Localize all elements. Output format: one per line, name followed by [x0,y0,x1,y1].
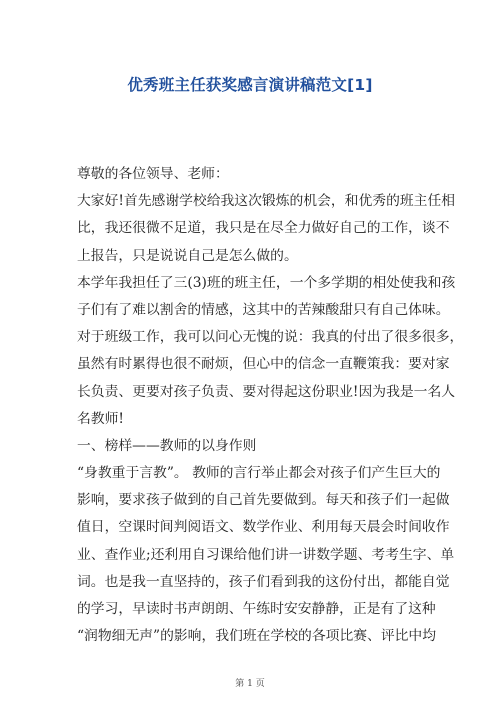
text-line: 本学年我担任了三(3)班的班主任，一个多学期的相处使我和孩 [77,274,456,291]
text-line: 尊敬的各位领导、老师： [77,166,229,182]
text-line: 子们有了难以割舍的情感，这其中的苦辣酸甜只有自己体味。 [77,301,450,318]
section-heading: 一、榜样——教师的以身作则 [77,437,257,454]
text-line: 大家好!首先感谢学校给我这次锻炼的机会，和优秀的班主任相 [77,193,456,210]
document-title: 优秀班主任获奖感言演讲稿范文[1] [127,76,373,94]
text-line: “润物细无声”的影响，我们班在学校的各项比赛、评比中均 [77,628,437,645]
text-line: 上报告，只是说说自己是怎么做的。 [77,247,298,264]
text-line: 长负责、更要对孩子负责、要对得起这份职业!因为我是一名人 [77,383,456,400]
text-line: “身教重于言教”。 教师的言行举止都会对孩子们产生巨大的 [77,465,441,482]
text-line: 业、查作业;还利用自习课给他们讲一讲数学题、考考生字、单 [77,546,455,563]
text-line: 虽然有时累得也很不耐烦，但心中的信念一直鞭策我：要对家 [77,356,450,373]
text-line: 值日，空课时间判阅语文、数学作业、利用每天晨会时间收作 [77,519,450,536]
text-line: 词。也是我一直坚持的，孩子们看到我的这份付出，都能自觉 [77,573,450,590]
document-body [77,161,464,650]
text-line: 对于班级工作，我可以问心无愧的说：我真的付出了很多很多， [77,329,464,346]
text-line: 影响，要求孩子做到的自己首先要做到。每天和孩子们一起做 [77,492,450,509]
text-line: 比，我还很微不足道，我只是在尽全力做好自己的工作，谈不 [77,220,450,237]
text-line: 名教师! [77,410,124,427]
text-line: 的学习，早读时书声朗朗、午练时安安静静，正是有了这种 [77,601,436,617]
page-number: 第 1 页 [235,679,265,689]
